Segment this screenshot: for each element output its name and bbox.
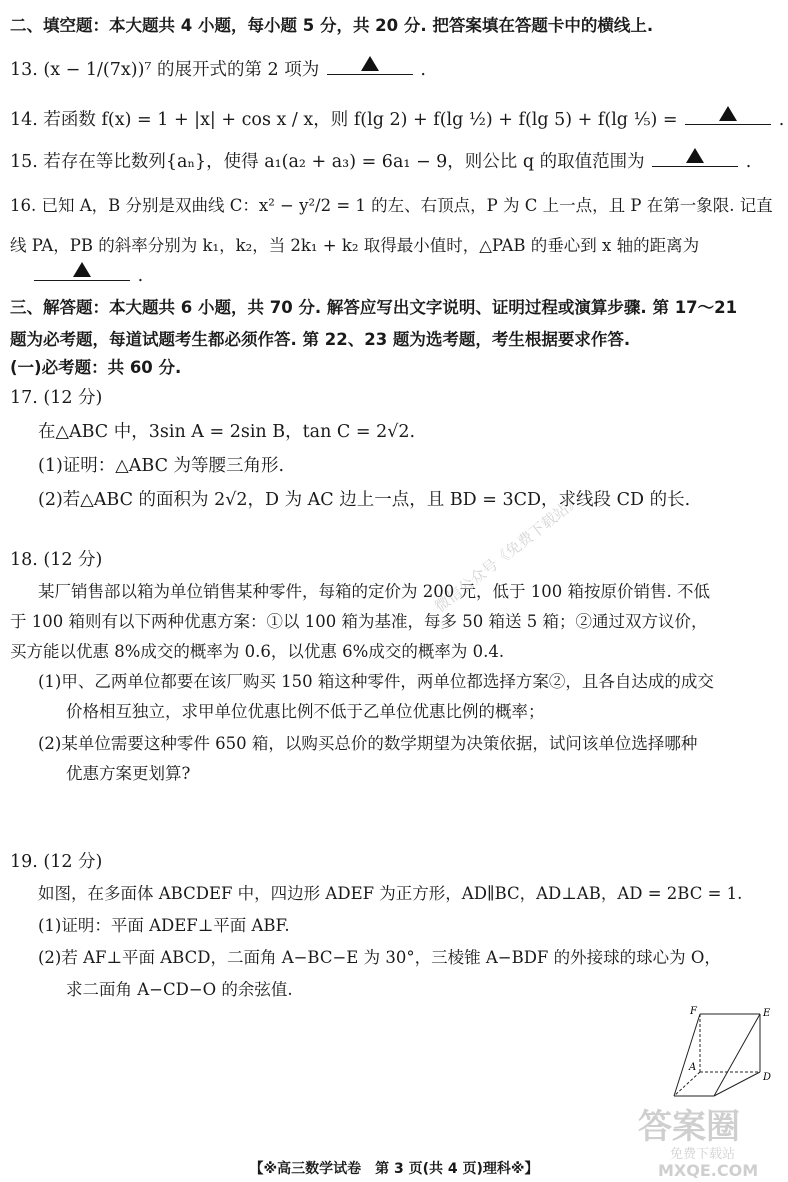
triangle-marker-icon — [73, 262, 91, 277]
q17-head: 17. (12 分) — [10, 388, 103, 408]
q19-part2a: (2)若 AF⊥平面 ABCD，二面角 A−BC−E 为 30°，三棱锥 A−BDF 的外接球的球心为 O， — [38, 948, 721, 967]
answer-blank-15[interactable] — [652, 148, 738, 167]
q18-part2a: (2)某单位需要这种零件 650 箱，以购买总价的数学期望为决策依据，试问该单位选择哪种 — [38, 734, 698, 753]
q17-part1: (1)证明：△ABC 为等腰三角形. — [38, 456, 285, 476]
q18-head: 18. (12 分) — [10, 550, 103, 570]
watermark: 微信公众号《免费下载站》 — [431, 490, 585, 616]
q14-tail: . — [778, 110, 785, 130]
section3-header-line2: 题为必考题，每道试题考生都必须作答. 第 22、23 题为选考题，考生根据要求作答. — [10, 330, 631, 349]
part1-header: (一)必考题：共 60 分. — [10, 358, 182, 377]
answer-blank-16[interactable] — [34, 262, 130, 281]
q14-text: 14. 若函数 f(x) = 1 + |x| + cos x / x，则 f(lg 2) + f(lg ½) + f(lg 5) + f(lg ⅕) = — [10, 110, 678, 130]
logo-text: 答案圈 — [638, 1107, 740, 1147]
logo-sub: MXQE.COM — [658, 1161, 759, 1178]
page-footer: 【※高三数学试卷 第 3 页(共 4 页)理科※】 — [249, 1161, 539, 1177]
q19-stem: 如图，在多面体 ABCDEF 中，四边形 ADEF 为正方形，AD∥BC，AD⊥AB，AD = 2BC = 1. — [38, 884, 743, 903]
question-15 — [10, 148, 770, 176]
triangle-marker-icon — [686, 148, 704, 163]
triangle-marker-icon — [361, 56, 379, 71]
q18-part1a: (1)甲、乙两单位都要在该厂购买 150 箱这种零件，两单位都选择方案②，且各自达成的成交 — [38, 672, 714, 691]
question-13 — [10, 56, 770, 84]
q19-part1: (1)证明：平面 ADEF⊥平面 ABF. — [38, 916, 290, 935]
triangle-marker-icon — [719, 106, 737, 121]
label-f: F — [690, 1006, 697, 1017]
label-e: E — [763, 1008, 771, 1019]
q18-part1b: 价格相互独立，求甲单位优惠比例不低于乙单位优惠比例的概率； — [66, 702, 545, 721]
q16-tail: . — [137, 266, 144, 286]
q18-stem1: 某厂销售部以箱为单位销售某种零件，每箱的定价为 200 元，低于 100 箱按原价销售. 不低 — [38, 582, 710, 601]
answer-blank-14[interactable] — [685, 106, 771, 125]
logo-tag: 免费下载站 — [670, 1147, 736, 1162]
q15-text: 15. 若存在等比数列{aₙ}，使得 a₁(a₂ + a₃) = 6a₁ − 9，则公比 q 的取值范围为 — [10, 152, 645, 172]
section3-header-line1: 三、解答题：本大题共 6 小题，共 70 分. 解答应写出文字说明、证明过程或演算步骤. 第 17～21 — [10, 298, 738, 317]
label-d: D — [763, 1072, 772, 1083]
q18-stem2: 于 100 箱则有以下两种优惠方案：①以 100 箱为基准，每多 50 箱送 5 箱；②通过双方议价， — [10, 612, 708, 631]
q17-part2: (2)若△ABC 的面积为 2√2，D 为 AC 边上一点，且 BD = 3CD，求线段 CD 的长. — [38, 490, 691, 510]
answer-blank-13[interactable] — [327, 56, 413, 75]
q16-line1: 16. 已知 A，B 分别是双曲线 C：x² − y²/2 = 1 的左、右顶点，P 为 C 上一点，且 P 在第一象限. 记直 — [10, 196, 773, 215]
q13-tail: . — [420, 60, 426, 80]
q17-stem: 在△ABC 中，3sin A = 2sin B，tan C = 2√2. — [38, 422, 416, 442]
q19-part2b: 求二面角 A−CD−O 的余弦值. — [66, 980, 293, 999]
question-14 — [10, 106, 785, 134]
section2-header: 二、填空题：本大题共 4 小题，每小题 5 分，共 20 分. 把答案填在答题卡中的横线上. — [10, 16, 654, 35]
q16-line2: 线 PA，PB 的斜率分别为 k₁，k₂，当 2k₁ + k₂ 取得最小值时，△PAB 的垂心到 x 轴的距离为 — [10, 236, 700, 255]
q19-head: 19. (12 分) — [10, 852, 103, 872]
q13-text: 13. (x − 1/(7x))⁷ 的展开式的第 2 项为 — [10, 60, 320, 80]
q18-part2b: 优惠方案更划算? — [66, 764, 191, 783]
q18-stem3: 买方能以优惠 8%成交的概率为 0.6，以优惠 6%成交的概率为 0.4. — [10, 642, 505, 661]
polyhedron-figure — [662, 1000, 782, 1100]
q16-answer-line — [10, 262, 770, 290]
label-a: A — [689, 1062, 697, 1073]
q15-tail: . — [745, 152, 752, 172]
